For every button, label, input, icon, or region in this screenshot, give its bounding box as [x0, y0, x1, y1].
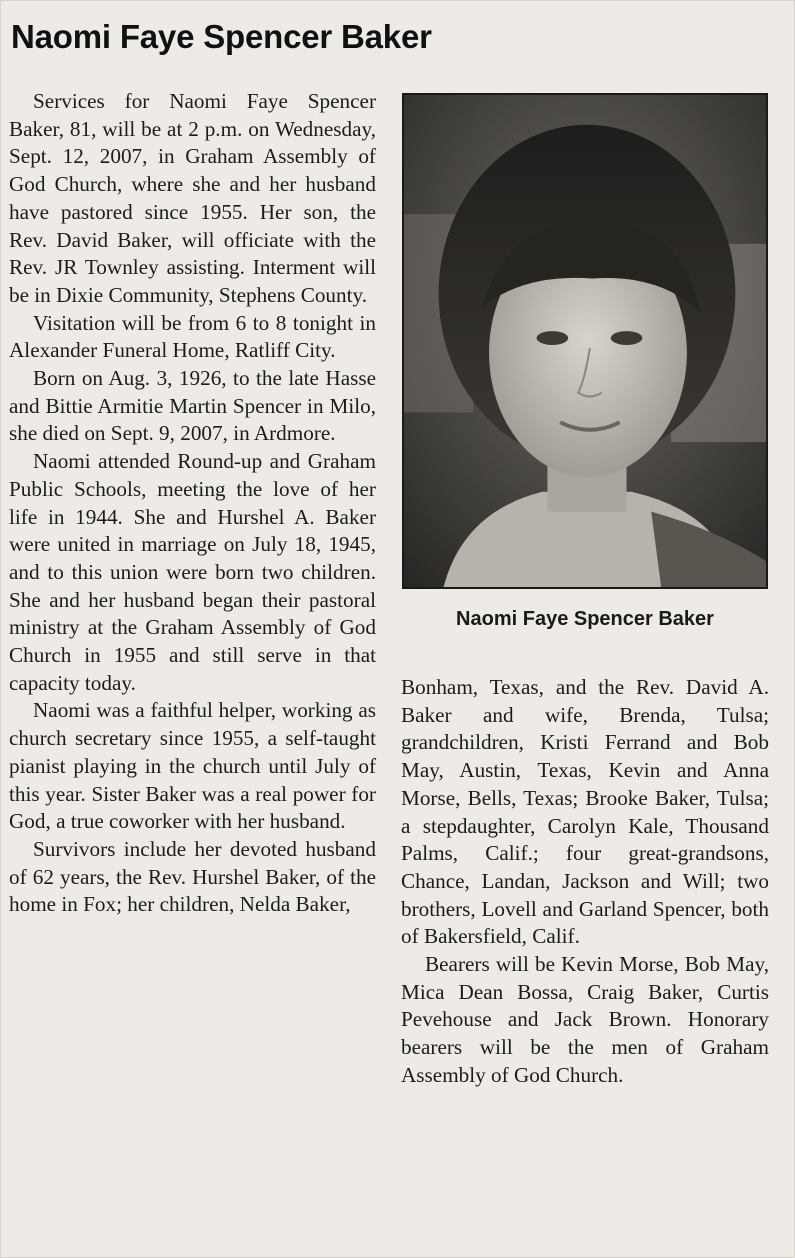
paragraph-bearers: Bearers will be Kevin Morse, Bob May, Mica Dean Bossa, Craig Baker, Curtis Pevehouse and Jack Brown. Honorary bearers will be the men of Graham Assembly of God Church.: [401, 952, 769, 1087]
photo-caption: Naomi Faye Spencer Baker: [456, 608, 714, 630]
obituary-headline: Naomi Faye Spencer Baker: [11, 18, 432, 55]
right-text-column: [401, 674, 769, 1090]
portrait-photo: [402, 93, 768, 589]
left-text-column: [9, 88, 376, 919]
paragraph-survivors-continued: Bonham, Texas, and the Rev. David A. Baker and wife, Brenda, Tulsa; grandchildren, Kristi Ferrand and Bob May, Austin, Texas, Kevin and Anna Morse, Bells, Texas; Brooke Baker, Tulsa; a stepdaughter, Carolyn Kale, Thousand Palms, Calif.; four great-grandsons, Chance, Landan, Jackson and Will; two brothers, Lovell and Garland Spencer, both of Bakersfield, Calif.: [401, 675, 769, 949]
paragraph-services: Services for Naomi Faye Spencer Baker, 81, will be at 2 p.m. on Wednesday, Sept. 12, 2007, in Graham Assembly of God Church, where she and her husband have pastored since 1955. Her son, the Rev. David Baker, will officiate with the Rev. JR Townley assisting. Interment will be in Dixie Community, Stephens County.: [9, 89, 376, 307]
paragraph-survivors-start: Survivors include her devoted husband of 62 years, the Rev. Hurshel Baker, of the home in Fox; her children, Nelda Baker,: [9, 836, 376, 917]
paragraph-visitation: Visitation will be from 6 to 8 tonight in Alexander Funeral Home, Ratliff City.: [9, 310, 376, 363]
paragraph-ministry: Naomi was a faithful helper, working as church secretary since 1955, a self-taught pianist playing in the church until July of this year. Sister Baker was a real power for God, a true coworker with her husband.: [9, 698, 376, 834]
portrait-image: [404, 95, 766, 587]
paragraph-schooling-marriage: Naomi attended Round-up and Graham Public Schools, meeting the love of her life in 1944. She and Hurshel A. Baker were united in marriage on July 18, 1945, and to this union were born two children. She and her husband began their pastoral ministry at the Graham Assembly of God Church in 1955 and still serve in that capacity today.: [9, 449, 376, 695]
paragraph-birth: Born on Aug. 3, 1926, to the late Hasse and Bittie Armitie Martin Spencer in Milo, she died on Sept. 9, 2007, in Ardmore.: [9, 366, 376, 446]
